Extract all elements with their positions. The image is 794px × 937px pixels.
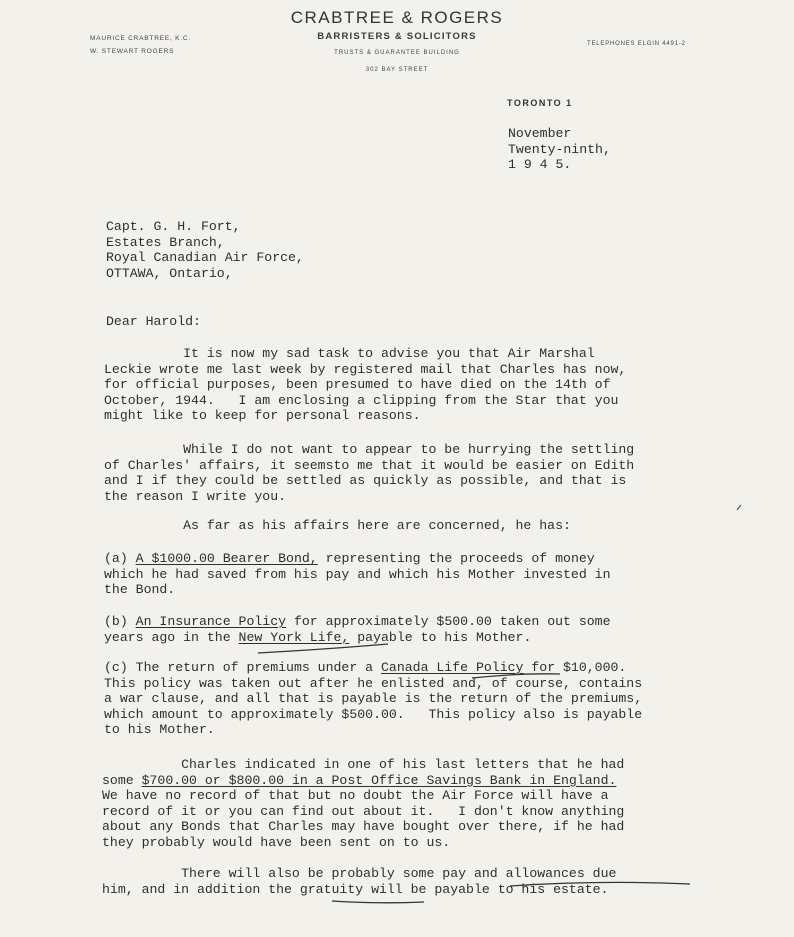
- p2-line: and I if they could be settled as quickly as possible, and that is: [104, 473, 627, 488]
- item-c-label: (c): [104, 660, 128, 675]
- paragraph-3: As far as his affairs here are concerned, he has:: [104, 518, 571, 533]
- savings-bank: $700.00 or $800.00 in a Post Office Savings Bank in England.: [141, 772, 617, 788]
- item-b-text: payable to his Mother.: [349, 629, 532, 645]
- item-b-text: years ago in the: [104, 629, 239, 645]
- canada-life-policy: Canada Life Policy: [381, 660, 524, 675]
- item-c-text: for $10,000.: [523, 660, 627, 675]
- item-a-label: (a): [104, 551, 128, 566]
- item-c-text: This policy was taken out after he enlisted and, of course, contains: [104, 675, 643, 691]
- recipient-line-4: OTTAWA, Ontario,: [106, 265, 233, 281]
- item-a-text: which he had saved from his pay and which his Mother invested in: [104, 566, 611, 582]
- p2-line: While I do not want to appear to be hurrying the settling: [104, 442, 635, 457]
- p5-line: There will also be probably some pay and allowances due: [102, 866, 617, 881]
- recipient-line-1: Capt. G. H. Fort,: [106, 219, 241, 234]
- p4-line: some: [102, 772, 142, 788]
- item-c-text: which amount to approximately $500.00. This policy also is payable: [104, 706, 643, 722]
- pen-underline-enlisted: [472, 674, 560, 678]
- firm-name: CRABTREE & ROGERS: [290, 8, 504, 27]
- item-c-text: The return of premiums under a: [127, 660, 381, 675]
- item-c-text: a war clause, and all that is payable is the return of the premiums,: [104, 691, 643, 706]
- p4-line: record of it or you can find out about it. I don't know anything: [102, 803, 625, 819]
- recipient-line-2: Estates Branch,: [106, 234, 225, 250]
- firm-profession: BARRISTERS & SOLICITORS: [317, 31, 477, 42]
- firm-building: TRUSTS & GUARANTEE BUILDING: [334, 50, 460, 56]
- p5-line: him, and in addition the gratuity will be payable to his estate.: [102, 881, 609, 897]
- recipient-line-3: Royal Canadian Air Force,: [106, 250, 304, 265]
- pen-underline-gratuity: [332, 901, 424, 903]
- partner-2: W. STEWART ROGERS: [90, 48, 175, 55]
- letter-city: TORONTO 1: [507, 98, 573, 108]
- p2-line: of Charles' affairs, it seemsto me that it would be easier on Edith: [104, 457, 635, 473]
- p1-line: for official purposes, been presumed to have died on the 14th of: [104, 377, 611, 392]
- bearer-bond: A $1000.00 Bearer Bond,: [135, 551, 318, 566]
- item-a-text: representing the proceeds of money: [317, 551, 595, 566]
- new-york-life: New York Life,: [238, 629, 350, 645]
- date-line-1: November: [508, 126, 572, 141]
- pen-underline-allowances: [510, 882, 690, 886]
- item-c-text: to his Mother.: [104, 722, 215, 737]
- date-line-2: Twenty-ninth,: [508, 141, 611, 157]
- insurance-policy: An Insurance Policy: [135, 614, 287, 629]
- item-b-text: for approximately $500.00 taken out some: [286, 614, 611, 629]
- firm-street: 302 BAY STREET: [365, 67, 429, 73]
- p1-line: might like to keep for personal reasons.: [104, 408, 421, 423]
- telephone: TELEPHONES ELGIN 4491-2: [587, 41, 686, 47]
- salutation: Dear Harold:: [106, 314, 201, 329]
- p1-line: It is now my sad task to advise you that Air Marshal: [104, 346, 595, 361]
- p4-line: We have no record of that but no doubt the Air Force will have a: [102, 788, 609, 803]
- pen-underline-new-york-life: [258, 644, 388, 653]
- partner-1: MAURICE CRABTREE, K.C.: [90, 35, 192, 42]
- item-b-label: (b): [104, 614, 128, 629]
- stray-mark: [737, 505, 741, 510]
- p4-line: they probably would have been sent on to us.: [102, 834, 451, 850]
- p4-line: Charles indicated in one of his last letters that he had: [102, 757, 625, 772]
- p2-line: the reason I write you.: [104, 488, 287, 504]
- p1-line: Leckie wrote me last week by registered mail that Charles has now,: [104, 361, 627, 377]
- p1-line: October, 1944. I am enclosing a clipping from the Star that you: [104, 392, 619, 408]
- item-a-text: the Bond.: [104, 582, 176, 597]
- p4-line: about any Bonds that Charles may have bought over there, if he had: [102, 819, 625, 834]
- date-line-3: 1 9 4 5.: [508, 157, 572, 172]
